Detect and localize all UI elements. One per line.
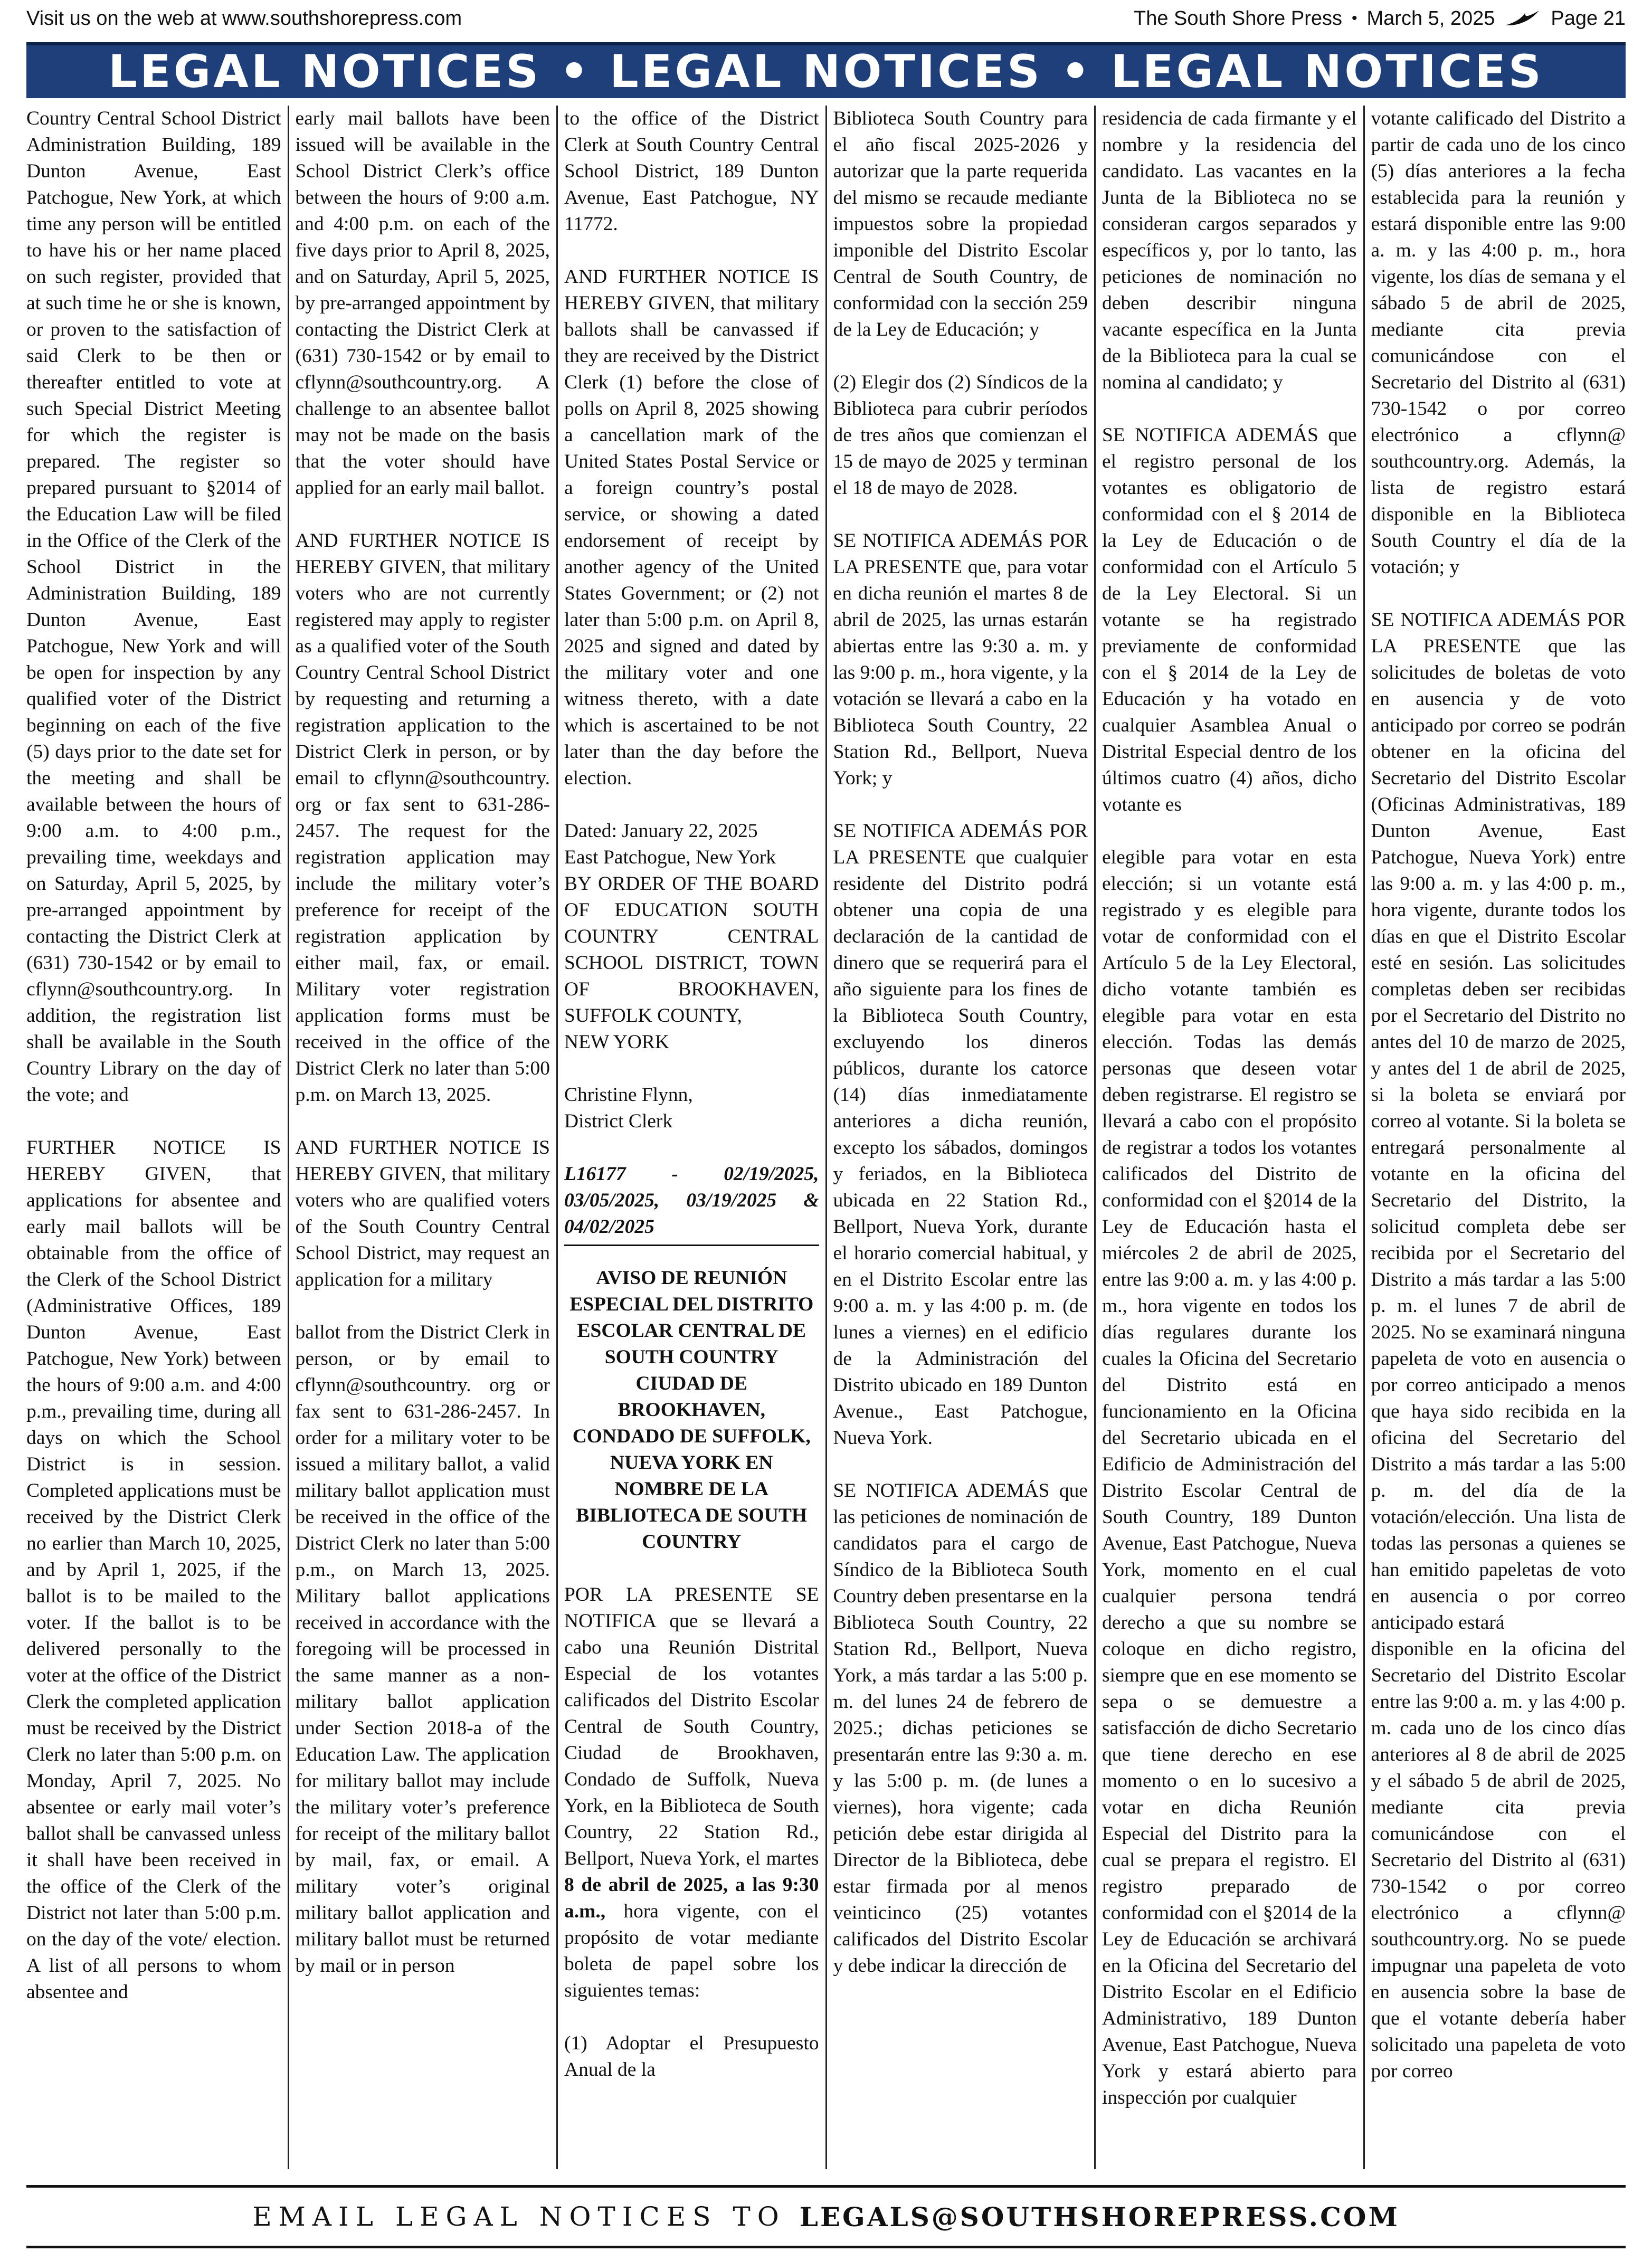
paragraph: SE NOTIFICA ADEMÁS que las peticiones de nominación de candidatos para el cargo de Síndico de la Biblioteca South Country deben presentarse en la Biblioteca South Country, 22 Station Rd., Bellport, Nueva York, a más tardar a las 5:00 p. m. del lunes 24 de febrero de 2025.; dichas peticiones se presentarán entre las 9:30 a. m. y las 5:00 p. m. (de lunes a viernes), hora vigente; cada petición debe estar dirigida al Director de la Biblioteca, debe estar firmada por al menos veinticinco (25) votantes calificados del Distrito Escolar y debe indicar la dirección de xyxy=(833,1480,1088,1977)
legal-notices-banner xyxy=(26,42,1626,98)
dated-line: Dated: January 22, 2025 xyxy=(564,820,758,842)
paragraph: early mail ballots have been issued will be available in the School District Clerk’s office between the hours of 9:00 a.m. and 4:00 p.m. on each of the five days prior to April 8, 2025, and on Saturday, April 5, 2025, by pre-arranged appointment by contacting the District Clerk at (631) 730-1542 or by email to cflynn@southcountry.org. A challenge to an absentee ballot may not be made on the basis that the voter should have applied for an early mail ballot. xyxy=(295,108,550,499)
paragraph: AND FURTHER NOTICE IS HEREBY GIVEN, that military voters who are qualified voters of the South Country Central School District, may request an application for a military xyxy=(295,1137,550,1290)
state-line: NEW YORK xyxy=(564,1031,669,1053)
meeting-date-emphasis: 8 de abril de 2025, a las 9:30 a.m., xyxy=(564,1874,819,1922)
top-bar xyxy=(26,3,1626,34)
paper-name: The South Shore Press xyxy=(1133,7,1342,30)
paragraph: Country Central School District Administration Building, 189 Dunton Avenue, East Patchogue, New York, at which time any person will be entitled to have his or her name placed on such register, provided that at such time he or she is known, or proven to the satisfaction of said Clerk to be then or thereafter entitled to vote at such Special District Meeting for which the register is prepared. The register so prepared pursuant to §2014 of the Education Law will be filed in the Office of the Clerk of the School District in the Administration Building, 189 Dunton Avenue, East Patchogue, New York and will be open for inspection by any qualified voter of the District beginning on each of the five (5) days prior to the date set for the meeting and shall be available between the hours of 9:00 a.m. to 4:00 p.m., prevailing time, weekdays and on Saturday, April 5, 2025, by pre-arranged appointment by contacting the District Clerk at (631) 730-1542 or by email to cflynn@southcountry.org. In addition, the registration list shall be available in the South Country Library on the day of the vote; and xyxy=(26,108,281,1106)
column-2 xyxy=(289,106,558,2169)
issue-date: March 5, 2025 xyxy=(1366,7,1495,30)
paragraph: to the office of the District Clerk at South Country Central School District, 189 Dunton Avenue, East Patchogue, NY 11772. xyxy=(564,108,819,235)
paragraph: votante calificado del Distrito a partir de cada uno de los cinco (5) días anteriores a la fecha establecida para la reunión y estará disponible entre las 9:00 a. m. y las 4:00 p. m., hora vigente, los días de semana y el sábado 5 de abril de 2025, mediante cita previa comunicándose con el Secretario del Distrito al (631) 730-1542 o por correo electrónico a cflynn@ southcountry.org. Además, la lista de registro estará disponible en la Biblioteca South Country el día de la votación; y xyxy=(1371,108,1626,578)
paragraph: Biblioteca South Country para el año fiscal 2025-2026 y autorizar que la parte requerida del mismo se recaude mediante impuestos sobre la propiedad imponible del Distrito Escolar Central de South Country, de conformidad con la sección 259 de la Ley de Educación; y xyxy=(833,108,1088,340)
paragraph: SE NOTIFICA ADEMÁS POR LA PRESENTE que cualquier residente del Distrito podrá obtener una copia de una declaración de la cantidad de dinero que se requerirá para el año siguiente para los fines de la Biblioteca South Country, excluyendo los dineros públicos, durante los catorce (14) días inmediatamente anteriores a dicha reunión, excepto los sábados, domingos y feriados, en la Biblioteca ubicada en 22 Station Rd., Bellport, Nueva York, durante el horario comercial habitual, y en el Distrito Escolar entre las 9:00 a. m. y las 4:00 p. m. (de lunes a viernes) en el edificio de la Administración del Distrito ubicado en 189 Dunton Avenue., East Patchogue, Nueva York. xyxy=(833,820,1088,1449)
page-number: Page 21 xyxy=(1551,7,1626,30)
paragraph: FURTHER NOTICE IS HEREBY GIVEN, that applications for absentee and early mail ballots will be obtainable from the office of the Clerk of the School District (Administrative Offices, 189 Dunton Avenue, East Patchogue, New York) between the hours of 9:00 a.m. and 4:00 p.m., prevailing time, during all days on which the School District is in session. Completed applications must be received by the District Clerk no earlier than March 10, 2025, and by April 1, 2025, if the ballot is to be mailed to the voter. If the ballot is to be delivered personally to the voter at the office of the District Clerk the completed application must be received by the District Clerk no later than 5:00 p.m. on Monday, April 7, 2025. No absentee or early mail voter’s ballot shall be canvassed unless it shall have been received in the office of the Clerk of the District not later than 5:00 p.m. on the day of the vote/ election. A list of all persons to whom absentee and xyxy=(26,1137,281,2003)
column-3 xyxy=(558,106,827,2169)
seagull-icon xyxy=(1504,10,1541,27)
paragraph: disponible en la oficina del Secretario del Distrito Escolar entre las 9:00 a. m. y las 4:00 p. m. cada uno de los cinco días anteriores al 8 de abril de 2025 y el sábado 5 de abril de 2025, mediante cita previa comunicándose con el Secretario del Distrito al (631) 730-1542 o por correo electrónico a cflynn@ southcountry.org. No se puede impugnar una papeleta de voto en ausencia sobre la base de que el votante debería haber solicitado una papeleta de voto por correo xyxy=(1371,1638,1626,2082)
column-4 xyxy=(827,106,1096,2169)
banner-title: LEGAL NOTICES • LEGAL NOTICES • LEGAL NOTICES xyxy=(108,45,1544,98)
signer-title: District Clerk xyxy=(564,1110,673,1132)
signer-name: Christine Flynn, xyxy=(564,1084,693,1106)
masthead-info xyxy=(1134,7,1626,30)
paragraph: SE NOTIFICA ADEMÁS que el registro personal de los votantes es obligatorio de conformidad con el § 2014 de la Ley de Educación o de conformidad con el Artículo 5 de la Ley Electoral. Si un votante se ha registrado previamente de conformidad con el § 2014 de la Ley de Educación y ha votado en cualquier Asamblea Anual o Distrital Especial dentro de los últimos cuatro (4) años, dicho votante es xyxy=(1102,424,1357,815)
column-1 xyxy=(26,106,289,2169)
paragraph: (2) Elegir dos (2) Síndicos de la Biblioteca para cubrir períodos de tres años que comienzan el 15 de mayo de 2025 y terminan el 18 de mayo de 2028. xyxy=(833,372,1088,499)
column-6 xyxy=(1365,106,1626,2169)
place-line: East Patchogue, New York xyxy=(564,847,776,868)
separator-bullet-icon: • xyxy=(1351,10,1357,27)
paragraph: SE NOTIFICA ADEMÁS POR LA PRESENTE que las solicitudes de boletas de voto en ausencia y de voto anticipado por correo se podrán obtener en la oficina del Secretario del Distrito Escolar (Oficinas Administrativas, 189 Dunton Avenue, East Patchogue, Nueva York) entre las 9:00 a. m. y las 4:00 p. m., hora vigente, durante todos los días en que el Distrito Escolar esté en sesión. Las solicitudes completas deben ser recibidas por el Secretario del Distrito no antes del 10 de marzo de 2025, y antes del 1 de abril de 2025, si la boleta se enviará por correo al votante. Si la boleta se entregará personalmente al votante en la oficina del Secretario del Distrito, la solicitud completa debe ser recibida por el Secretario del Distrito a más tardar a las 5:00 p. m. el lunes 7 de abril de 2025. No se examinará ninguna papeleta de voto en ausencia o por correo anticipado a menos que haya sido recibida en la oficina del Secretario del Distrito a más tardar a las 5:00 p. m. del día de la votación/elección. Una lista de todas las personas a quienes se han emitido papeletas de voto en ausencia o por correo anticipado estará xyxy=(1371,609,1626,1633)
order-line: BY ORDER OF THE BOARD OF EDUCATION SOUTH COUNTRY CENTRAL SCHOOL DISTRICT, TOWN OF BROOKHAVEN, SUFFOLK COUNTY, xyxy=(564,873,819,1027)
notice-reference: L16177 - 02/19/2025, 03/05/2025, 03/19/2025 & 04/02/2025 xyxy=(564,1161,819,1246)
column-5 xyxy=(1096,106,1365,2169)
notice-columns xyxy=(26,106,1626,2169)
paragraph: AND FURTHER NOTICE IS HEREBY GIVEN, that military voters who are not currently registered may apply to register as a qualified voter of the South Country Central School District by requesting and returning a registration application to the District Clerk in person, or by email to cflynn@southcountry. org or fax sent to 631-286-2457. The request for the registration application may include the military voter’s preference for receipt of the registration application by either mail, fax, or email. Military voter registration application forms must be received in the office of the District Clerk no later than 5:00 p.m. on March 13, 2025. xyxy=(295,530,550,1106)
paragraph: SE NOTIFICA ADEMÁS POR LA PRESENTE que, para votar en dicha reunión el martes 8 de abril de 2025, las urnas estarán abiertas entre las 9:30 a. m. y las 9:00 p. m., hora vigente, y la votación se llevará a cabo en la Biblioteca South Country, 22 Station Rd., Bellport, Nueva York; y xyxy=(833,530,1088,789)
paragraph: elegible para votar en esta elección; si un votante está registrado y es elegible para votar de conformidad con el Artículo 5 de la Ley Electoral, dicho votante también es elegible para votar en esta elección. Todas las demás personas que deseen votar deben registrarse. El registro se llevará a cabo con el propósito de registrar a todos los votantes calificados del Distrito de conformidad con el §2014 de la Ley de Educación hasta el miércoles 2 de abril de 2025, entre las 9:00 a. m. y las 4:00 p. m., hora vigente en todos los días regulares durante los cuales la Oficina del Secretario del Distrito está en funcionamiento en la Oficina del Secretario ubicada en el Edificio de Administración del Distrito Escolar Central de South Country, 189 Dunton Avenue, East Patchogue, Nueva York, momento en el cual cualquier persona tendrá derecho a que su nombre se coloque en dicho registro, siempre que en ese momento se sepa o se demuestre a satisfacción de dicho Secretario que tiene derecho en ese momento o en lo sucesivo a votar en dicha Reunión Especial del Distrito para la cual se prepara el registro. El registro preparado de conformidad con el §2014 de la Ley de Educación se archivará en la Oficina del Secretario del Distrito Escolar en el Edificio Administrativo, 189 Dunton Avenue, East Patchogue, Nueva York y estará abierto para inspección por cualquier xyxy=(1102,847,1357,2108)
paragraph: ballot from the District Clerk in person, or by email to cflynn@southcountry. org or fax sent to 631-286-2457. In order for a military voter to be issued a military ballot, a valid military ballot application must be received in the office of the District Clerk no later than 5:00 p.m., on March 13, 2025. Military ballot applications received in accordance with the foregoing will be processed in the same manner as a non-military ballot application under Section 2018-a of the Education Law. The application for military ballot may include the military voter’s preference for receipt of the military ballot by mail, fax, or email. A military voter’s original military ballot application and military ballot must be returned by mail or in person xyxy=(295,1322,550,1977)
footer-bar xyxy=(26,2196,1626,2238)
paragraph-text: hora vigente, con el propósito de votar mediante boleta de papel sobre los siguientes temas: xyxy=(564,1901,819,2001)
paragraph: residencia de cada firmante y el nombre y la residencia del candidato. Las vacantes en la Junta de la Biblioteca no se consideran cargos separados y específicos y, por lo tanto, las peticiones de nominación no deben describir ninguna vacante específica en la Junta de la Biblioteca para la cual se nomina al candidato; y xyxy=(1102,108,1357,393)
footer-rule-top xyxy=(26,2185,1626,2188)
footer-email-link[interactable]: LEGALS@SOUTHSHOREPRESS.COM xyxy=(799,2201,1400,2232)
paragraph-text: POR LA PRESENTE SE NOTIFICA que se llevará a cabo una Reunión Distrital Especial de los votantes calificados del Distrito Escolar Central de South Country, Ciudad de Brookhaven, Condado de Suffolk, Nueva York, en la Biblioteca de South Country, 22 Station Rd., Bellport, Nueva York, el martes xyxy=(564,1584,819,1869)
paragraph: AND FURTHER NOTICE IS HEREBY GIVEN, that military ballots shall be canvassed if they are received by the District Clerk (1) before the close of polls on April 8, 2025 showing a cancellation mark of the United States Postal Service or a foreign country’s postal service, or showing a dated endorsement of receipt by another agency of the United States Government; or (2) not later than 5:00 p.m. on April 8, 2025 and signed and dated by the military voter and one witness thereto, with a date which is ascertained to be not later than the day before the election. xyxy=(564,266,819,789)
paragraph: (1) Adoptar el Presupuesto Anual de la xyxy=(564,2032,819,2080)
website-line[interactable]: Visit us on the web at www.southshorepress.com xyxy=(26,7,462,30)
footer-text: EMAIL LEGAL NOTICES TO xyxy=(252,2201,786,2232)
paragraph xyxy=(564,1582,819,2004)
spanish-notice-heading: AVISO DE REUNIÓN ESPECIAL DEL DISTRITO ESCOLAR CENTRAL DE SOUTH COUNTRY CIUDAD DE BROOKHAVEN, CONDADO DE SUFFOLK, NUEVA YORK EN NOMBRE DE LA BIBLIOTECA DE SOUTH COUNTRY xyxy=(569,1267,814,1553)
footer-rule-bottom xyxy=(26,2246,1626,2248)
